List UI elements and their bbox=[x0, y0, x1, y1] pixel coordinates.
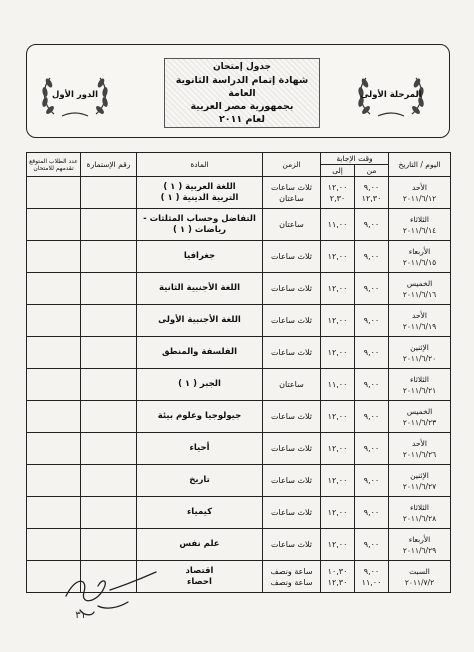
cell-day-date bbox=[389, 177, 451, 209]
cell-expected-count bbox=[27, 497, 81, 529]
cell-day-date bbox=[389, 241, 451, 273]
cell-from-text: ٩,٠٠ bbox=[363, 412, 380, 421]
cell-day-date bbox=[389, 561, 451, 593]
cell-duration bbox=[263, 177, 321, 209]
handwritten-signature bbox=[58, 566, 168, 622]
cell-day-date-text: ٢٠١١/٦/٢٣ bbox=[402, 417, 437, 427]
phase-label: المرحلة الأولى bbox=[360, 90, 422, 100]
cell-duration bbox=[263, 433, 321, 465]
cell-day-date-text: ٢٠١١/٦/٢٦ bbox=[402, 449, 437, 459]
cell-duration bbox=[263, 465, 321, 497]
cell-expected-count bbox=[27, 529, 81, 561]
cell-subject bbox=[137, 337, 263, 369]
cell-subject-text: اللغة الأجنبية الثانية bbox=[159, 283, 240, 293]
cell-day-date-text: الأربعاء bbox=[408, 246, 431, 256]
cell-duration bbox=[263, 337, 321, 369]
cell-from-text: ٩,٠٠ bbox=[363, 566, 380, 576]
cell-subject-text: علم نفس bbox=[179, 539, 220, 549]
cell-from-text: ١٢,٣٠ bbox=[361, 193, 382, 203]
cell-from-text: ٩,٠٠ bbox=[363, 348, 380, 357]
cell-form-number bbox=[81, 241, 137, 273]
cell-duration bbox=[263, 561, 321, 593]
cell-to-text: ١٢,٠٠ bbox=[327, 348, 348, 357]
cell-duration bbox=[263, 401, 321, 433]
cell-day-date bbox=[389, 337, 451, 369]
cell-day-date bbox=[389, 401, 451, 433]
table-row bbox=[27, 433, 451, 465]
cell-to-text: ١٢,٠٠ bbox=[327, 182, 348, 192]
cell-duration bbox=[263, 497, 321, 529]
table-row bbox=[27, 529, 451, 561]
title-line: شهادة إتمام الدراسة الثانوية العامة bbox=[175, 75, 309, 99]
cell-duration bbox=[263, 209, 321, 241]
cell-expected-count bbox=[27, 369, 81, 401]
cell-day-date bbox=[389, 369, 451, 401]
cell-form-number bbox=[81, 529, 137, 561]
svg-text:٣١: ٣١ bbox=[75, 610, 86, 621]
table-row bbox=[27, 209, 451, 241]
cell-duration bbox=[263, 305, 321, 337]
cell-from-text: ١١,٠٠ bbox=[361, 577, 382, 587]
cell-form-number bbox=[81, 177, 137, 209]
cell-day-date bbox=[389, 529, 451, 561]
table-row bbox=[27, 273, 451, 305]
header-form-number: رقم الإستمارة bbox=[81, 153, 137, 177]
cell-day-date bbox=[389, 433, 451, 465]
cell-duration bbox=[263, 273, 321, 305]
cell-to-text: ١٢,٠٠ bbox=[327, 316, 348, 325]
cell-day-date-text: ٢٠١١/٦/٢٧ bbox=[402, 481, 437, 491]
cell-from bbox=[355, 497, 389, 529]
cell-day-date bbox=[389, 465, 451, 497]
cell-form-number bbox=[81, 497, 137, 529]
cell-day-date-text: الثلاثاء bbox=[410, 214, 430, 224]
cell-duration-text: ثلاث ساعات bbox=[271, 284, 312, 293]
cell-subject bbox=[137, 433, 263, 465]
cell-expected-count bbox=[27, 273, 81, 305]
cell-from-text: ٩,٠٠ bbox=[363, 252, 380, 261]
cell-day-date-text: ٢٠١١/٧/٢ bbox=[404, 577, 435, 587]
cell-form-number bbox=[81, 337, 137, 369]
table-row bbox=[27, 465, 451, 497]
header-expected-count: عدد الطلاب المتوقع تقدمهم للامتحان bbox=[27, 153, 81, 177]
table-row bbox=[27, 177, 451, 209]
cell-to-text: ١٢,٣٠ bbox=[327, 577, 348, 587]
cell-from bbox=[355, 337, 389, 369]
cell-to bbox=[321, 529, 355, 561]
cell-from-text: ٩,٠٠ bbox=[363, 476, 380, 485]
cell-to bbox=[321, 497, 355, 529]
cell-from-text: ٩,٠٠ bbox=[363, 444, 380, 453]
cell-duration-text: ثلاث ساعات bbox=[271, 476, 312, 485]
cell-subject-text: جغرافيا bbox=[183, 251, 216, 261]
cell-to-text: ١٢,٠٠ bbox=[327, 252, 348, 261]
cell-day-date-text: ٢٠١١/٦/١٤ bbox=[402, 225, 437, 235]
cell-subject-text: رياضات ( ١ ) bbox=[172, 224, 227, 235]
table-row bbox=[27, 337, 451, 369]
cell-subject-text: اللغة الأجنبية الأولى bbox=[158, 315, 241, 325]
cell-expected-count bbox=[27, 241, 81, 273]
document-title bbox=[164, 58, 320, 128]
cell-duration-text: ثلاث ساعات bbox=[271, 316, 312, 325]
cell-expected-count bbox=[27, 177, 81, 209]
cell-day-date-text: الأحد bbox=[412, 438, 427, 448]
cell-to bbox=[321, 369, 355, 401]
cell-duration-text: ثلاث ساعات bbox=[271, 540, 312, 549]
cell-subject bbox=[137, 401, 263, 433]
cell-to-text: ١٢,٠٠ bbox=[327, 412, 348, 421]
cell-subject bbox=[137, 497, 263, 529]
cell-duration bbox=[263, 241, 321, 273]
cell-subject bbox=[137, 241, 263, 273]
cell-duration bbox=[263, 529, 321, 561]
cell-subject-text: التفاضل وحساب المثلثات - bbox=[143, 213, 256, 224]
cell-to-text: ٢,٣٠ bbox=[329, 193, 346, 203]
cell-subject-text: التربية الدينية ( ١ ) bbox=[160, 192, 239, 203]
cell-duration-text: ساعتان bbox=[279, 380, 304, 389]
cell-subject bbox=[137, 369, 263, 401]
cell-from bbox=[355, 561, 389, 593]
cell-day-date-text: ٢٠١١/٦/٢٩ bbox=[402, 545, 437, 555]
cell-from bbox=[355, 273, 389, 305]
cell-subject-text: كيمياء bbox=[186, 507, 213, 517]
cell-subject bbox=[137, 209, 263, 241]
cell-to bbox=[321, 465, 355, 497]
cell-duration-text: ثلاث ساعات bbox=[271, 348, 312, 357]
title-line: جدول إمتحان bbox=[212, 62, 272, 72]
cell-subject-text: جيولوجيا وعلوم بيئة bbox=[157, 411, 242, 421]
cell-from bbox=[355, 369, 389, 401]
cell-expected-count bbox=[27, 337, 81, 369]
cell-duration-text: ثلاث ساعات bbox=[271, 508, 312, 517]
cell-subject bbox=[137, 177, 263, 209]
cell-form-number bbox=[81, 465, 137, 497]
cell-from-text: ٩,٠٠ bbox=[363, 540, 380, 549]
cell-to bbox=[321, 561, 355, 593]
cell-day-date-text: الخميس bbox=[406, 278, 433, 288]
cell-from-text: ٩,٠٠ bbox=[363, 508, 380, 517]
cell-expected-count bbox=[27, 209, 81, 241]
header-answer-time: وقت الإجابة bbox=[321, 153, 389, 165]
round-label: الدور الأول bbox=[51, 90, 99, 100]
cell-day-date-text: الثلاثاء bbox=[410, 374, 430, 384]
cell-day-date bbox=[389, 497, 451, 529]
header-from: من bbox=[355, 165, 389, 177]
cell-expected-count bbox=[27, 433, 81, 465]
table-row bbox=[27, 497, 451, 529]
cell-duration-text: ساعتان bbox=[279, 220, 304, 229]
cell-form-number bbox=[81, 433, 137, 465]
cell-duration-text: ساعتان bbox=[279, 193, 304, 203]
cell-day-date bbox=[389, 209, 451, 241]
cell-duration-text: ساعة ونصف bbox=[270, 577, 313, 587]
cell-expected-count bbox=[27, 305, 81, 337]
cell-day-date-text: ٢٠١١/٦/١٩ bbox=[402, 321, 437, 331]
cell-expected-count bbox=[27, 401, 81, 433]
title-line: بجمهورية مصر العربية bbox=[190, 101, 294, 112]
cell-from bbox=[355, 209, 389, 241]
header-subject: المادة bbox=[137, 153, 263, 177]
cell-expected-count bbox=[27, 465, 81, 497]
cell-subject-text: اللغة العربية ( ١ ) bbox=[163, 181, 236, 192]
cell-from bbox=[355, 529, 389, 561]
cell-day-date-text: الثلاثاء bbox=[410, 502, 430, 512]
table-row bbox=[27, 241, 451, 273]
cell-day-date-text: الأحد bbox=[412, 182, 427, 192]
header-day-date: اليوم / التاريخ bbox=[389, 153, 451, 177]
cell-day-date-text: ٢٠١١/٦/٢٠ bbox=[402, 353, 437, 363]
cell-to bbox=[321, 177, 355, 209]
cell-day-date-text: ٢٠١١/٦/١٢ bbox=[402, 193, 437, 203]
cell-to bbox=[321, 433, 355, 465]
cell-to-text: ١١,٠٠ bbox=[327, 220, 348, 229]
cell-to bbox=[321, 209, 355, 241]
table-row bbox=[27, 401, 451, 433]
cell-to-text: ١٢,٠٠ bbox=[327, 284, 348, 293]
cell-to-text: ١٠,٣٠ bbox=[327, 566, 348, 576]
cell-subject bbox=[137, 305, 263, 337]
cell-day-date-text: ٢٠١١/٦/١٦ bbox=[402, 289, 437, 299]
cell-duration-text: ثلاث ساعات bbox=[271, 444, 312, 453]
cell-duration-text: ثلاث ساعات bbox=[271, 412, 312, 421]
cell-subject-text: احصاء bbox=[187, 576, 212, 587]
cell-from bbox=[355, 305, 389, 337]
cell-day-date-text: ٢٠١١/٦/١٥ bbox=[402, 257, 437, 267]
cell-day-date-text: الإثنين bbox=[410, 342, 429, 352]
cell-form-number bbox=[81, 369, 137, 401]
cell-day-date-text: الإثنين bbox=[410, 470, 429, 480]
cell-day-date-text: الخميس bbox=[406, 406, 433, 416]
cell-subject-text: اقتصاد bbox=[185, 565, 214, 576]
cell-to bbox=[321, 401, 355, 433]
cell-duration-text: ثلاث ساعات bbox=[271, 252, 312, 261]
cell-from bbox=[355, 241, 389, 273]
cell-to bbox=[321, 273, 355, 305]
table-row bbox=[27, 369, 451, 401]
header-to: إلى bbox=[321, 165, 355, 177]
cell-from bbox=[355, 177, 389, 209]
cell-subject bbox=[137, 273, 263, 305]
cell-day-date bbox=[389, 305, 451, 337]
exam-schedule-table bbox=[26, 152, 451, 593]
cell-to-text: ١٢,٠٠ bbox=[327, 476, 348, 485]
cell-from-text: ٩,٠٠ bbox=[363, 284, 380, 293]
wreath-left bbox=[40, 74, 110, 120]
cell-duration bbox=[263, 369, 321, 401]
cell-to bbox=[321, 241, 355, 273]
cell-from bbox=[355, 401, 389, 433]
cell-form-number bbox=[81, 209, 137, 241]
cell-to bbox=[321, 305, 355, 337]
table-row bbox=[27, 305, 451, 337]
cell-duration-text: ثلاث ساعات bbox=[271, 182, 312, 192]
cell-day-date-text: الأربعاء bbox=[408, 534, 431, 544]
cell-subject-text: الجبر ( ١ ) bbox=[178, 379, 221, 389]
cell-day-date-text: السبت bbox=[409, 566, 430, 576]
cell-duration-text: ساعة ونصف bbox=[270, 566, 313, 576]
cell-day-date-text: الأحد bbox=[412, 310, 427, 320]
cell-subject bbox=[137, 529, 263, 561]
header-duration: الزمن bbox=[263, 153, 321, 177]
cell-from-text: ٩,٠٠ bbox=[363, 316, 380, 325]
cell-form-number bbox=[81, 305, 137, 337]
cell-subject-text: الفلسفة والمنطق bbox=[161, 347, 238, 357]
cell-subject-text: تاريخ bbox=[189, 475, 210, 485]
cell-form-number bbox=[81, 401, 137, 433]
cell-form-number bbox=[81, 273, 137, 305]
cell-from-text: ٩,٠٠ bbox=[363, 182, 380, 192]
cell-day-date-text: ٢٠١١/٦/٢١ bbox=[402, 385, 437, 395]
cell-day-date-text: ٢٠١١/٦/٢٨ bbox=[402, 513, 437, 523]
cell-from-text: ٩,٠٠ bbox=[363, 380, 380, 389]
cell-to-text: ١١,٠٠ bbox=[327, 380, 348, 389]
cell-to-text: ١٢,٠٠ bbox=[327, 444, 348, 453]
cell-from bbox=[355, 433, 389, 465]
cell-from-text: ٩,٠٠ bbox=[363, 220, 380, 229]
cell-subject-text: أحياء bbox=[189, 443, 210, 453]
cell-to bbox=[321, 337, 355, 369]
cell-subject bbox=[137, 465, 263, 497]
cell-from bbox=[355, 465, 389, 497]
wreath-right bbox=[356, 74, 426, 120]
cell-to-text: ١٢,٠٠ bbox=[327, 508, 348, 517]
cell-day-date bbox=[389, 273, 451, 305]
title-line: لعام ٢٠١١ bbox=[219, 114, 265, 125]
cell-to-text: ١٢,٠٠ bbox=[327, 540, 348, 549]
